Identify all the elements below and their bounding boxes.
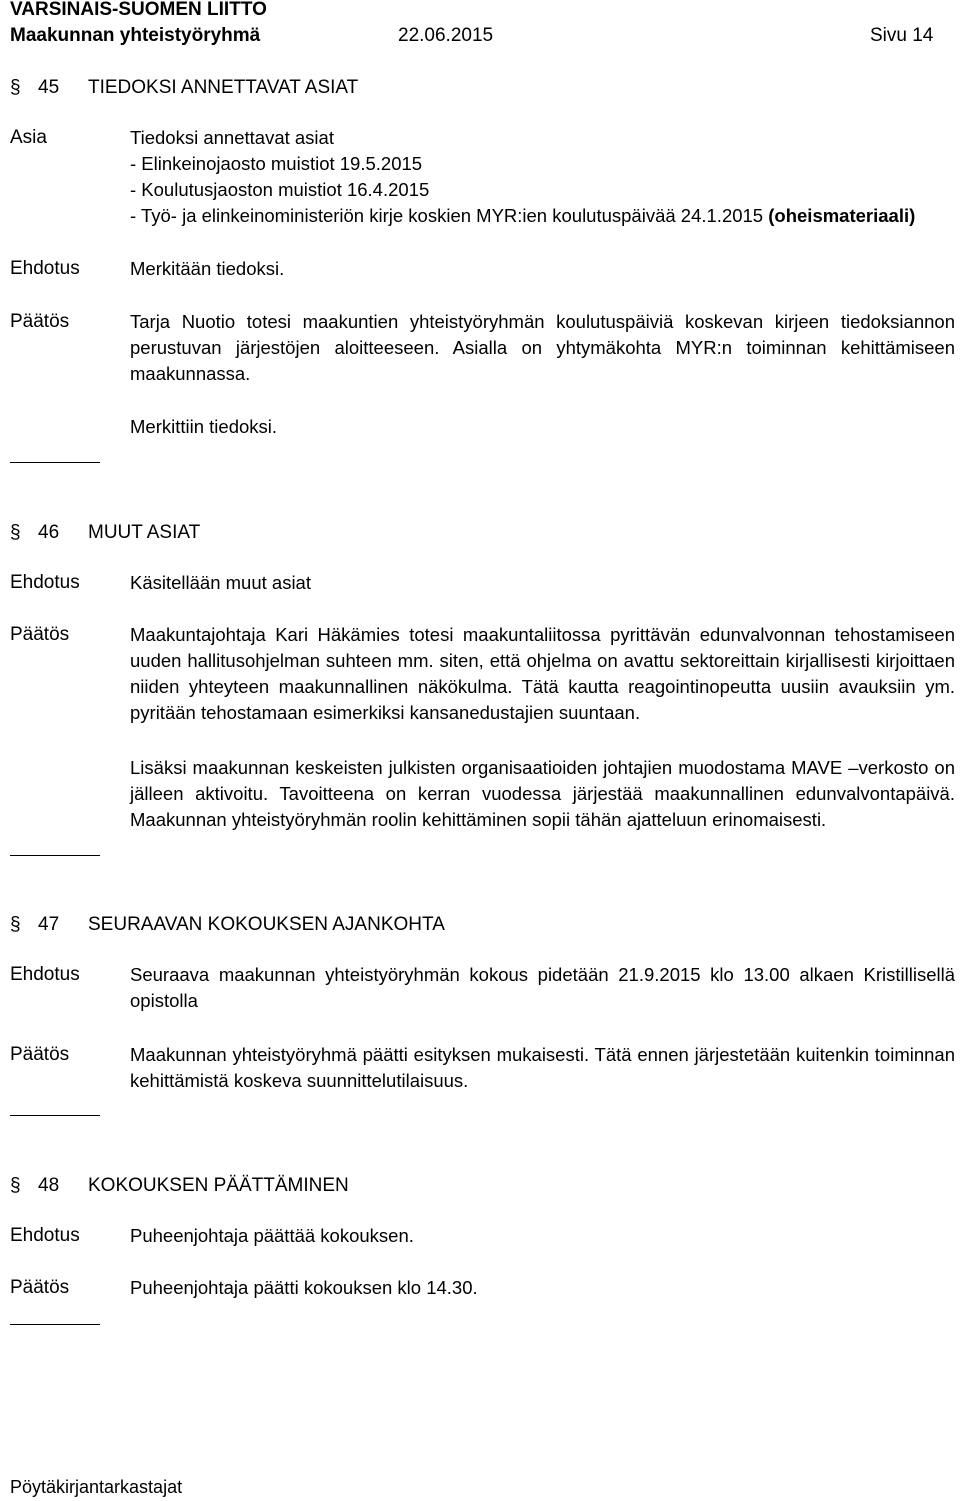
- section-heading-47: [10, 912, 445, 938]
- paatos-label: Päätös: [10, 1277, 70, 1298]
- page-number: Sivu 14: [870, 25, 934, 46]
- section-title: SEURAAVAN KOKOUKSEN AJANKOHTA: [88, 914, 445, 935]
- ehdotus-text: Käsitellään muut asiat: [130, 572, 311, 593]
- asia-line-with-attachment: [130, 203, 915, 229]
- ehdotus-label: Ehdotus: [10, 572, 80, 593]
- section-symbol: §: [10, 522, 21, 543]
- ehdotus-text: Seuraava maakunnan yhteistyöryhmän kokous pidetään 21.9.2015 klo 13.00 alkaen Kristillisellä opistolla: [130, 964, 955, 1011]
- asia-line: - Koulutusjaoston muistiot 16.4.2015: [130, 179, 430, 200]
- group-name: Maakunnan yhteistyöryhmä: [10, 25, 261, 46]
- section-title: KOKOUKSEN PÄÄTTÄMINEN: [88, 1175, 349, 1196]
- section-divider: [10, 1115, 100, 1116]
- paatos-text: Maakuntajohtaja Kari Häkämies totesi maakuntaliitossa pyrittävän edunvalvonnan tehostamiseen uuden hallitusohjelman suhteen mm. siten, että ohjelma on avattu sektoreittain kirjallisesti kirjoittaen niiden yhteyteen maakunnallinen näkökulma. Tätä kautta reagointinopeutta uusiin avauksiin ym. pyritään tehostamaan esimerkiksi kansanedustajien suuntaan.: [130, 624, 955, 723]
- section-symbol: §: [10, 1175, 21, 1196]
- section-number: 47: [38, 914, 60, 935]
- paatos-label: Päätös: [10, 624, 70, 645]
- document-date: 22.06.2015: [398, 25, 494, 46]
- paatos-text: Maakunnan yhteistyöryhmä päätti esityksen mukaisesti. Tätä ennen järjestetään kuitenkin toiminnan kehittämistä koskeva suunnittelutilaisuus.: [130, 1044, 955, 1091]
- paatos-text-2: Merkittiin tiedoksi.: [130, 416, 278, 437]
- section-heading-45: [10, 75, 358, 101]
- section-divider: [10, 462, 100, 463]
- section-symbol: §: [10, 914, 21, 935]
- paatos-label: Päätös: [10, 1044, 70, 1065]
- ehdotus-label: Ehdotus: [10, 964, 80, 985]
- asia-label: Asia: [10, 127, 47, 148]
- section-symbol: §: [10, 77, 21, 98]
- section-number: 46: [38, 522, 60, 543]
- footer-label: Pöytäkirjantarkastajat: [10, 1477, 183, 1497]
- asia-line: - Elinkeinojaosto muistiot 19.5.2015: [130, 153, 423, 174]
- ehdotus-label: Ehdotus: [10, 258, 80, 279]
- section-number: 45: [38, 77, 60, 98]
- paatos-text: Tarja Nuotio totesi maakuntien yhteistyöryhmän koulutuspäiviä koskevan kirjeen tiedoksiannon perustuvan järjestöjen aloitteeseen. Asialla on yhtymäkohta MYR:n toiminnan kehittämiseen maakunnassa.: [130, 311, 955, 384]
- paatos-text-2: Lisäksi maakunnan keskeisten julkisten organisaatioiden johtajien muodostama MAVE –verkosto on jälleen aktivoitu. Tavoitteena on kerran vuodessa järjestää maakunnallinen edunvalvontapäivä. Maakunnan yhteistyöryhmän roolin kehittäminen sopii tähän ajatteluun erinomaisesti.: [130, 757, 955, 830]
- ehdotus-text: Puheenjohtaja päättää kokouksen.: [130, 1225, 414, 1246]
- section-title: TIEDOKSI ANNETTAVAT ASIAT: [88, 77, 359, 98]
- section-title: MUUT ASIAT: [88, 522, 201, 543]
- asia-line: - Työ- ja elinkeinoministeriön kirje koskien MYR:ien koulutuspäivää 24.1.2015: [130, 205, 764, 226]
- organization-name: VARSINAIS-SUOMEN LIITTO: [10, 0, 267, 20]
- paatos-label: Päätös: [10, 311, 70, 332]
- ehdotus-text: Merkitään tiedoksi.: [130, 258, 285, 279]
- section-divider: [10, 1324, 100, 1325]
- section-number: 48: [38, 1175, 60, 1196]
- asia-line: Tiedoksi annettavat asiat: [130, 127, 334, 148]
- section-heading-46: [10, 520, 200, 546]
- paatos-text: Puheenjohtaja päätti kokouksen klo 14.30.: [130, 1277, 478, 1298]
- section-heading-48: [10, 1173, 349, 1199]
- section-divider: [10, 855, 100, 856]
- ehdotus-label: Ehdotus: [10, 1225, 80, 1246]
- attachment-note: (oheismateriaali): [768, 205, 916, 226]
